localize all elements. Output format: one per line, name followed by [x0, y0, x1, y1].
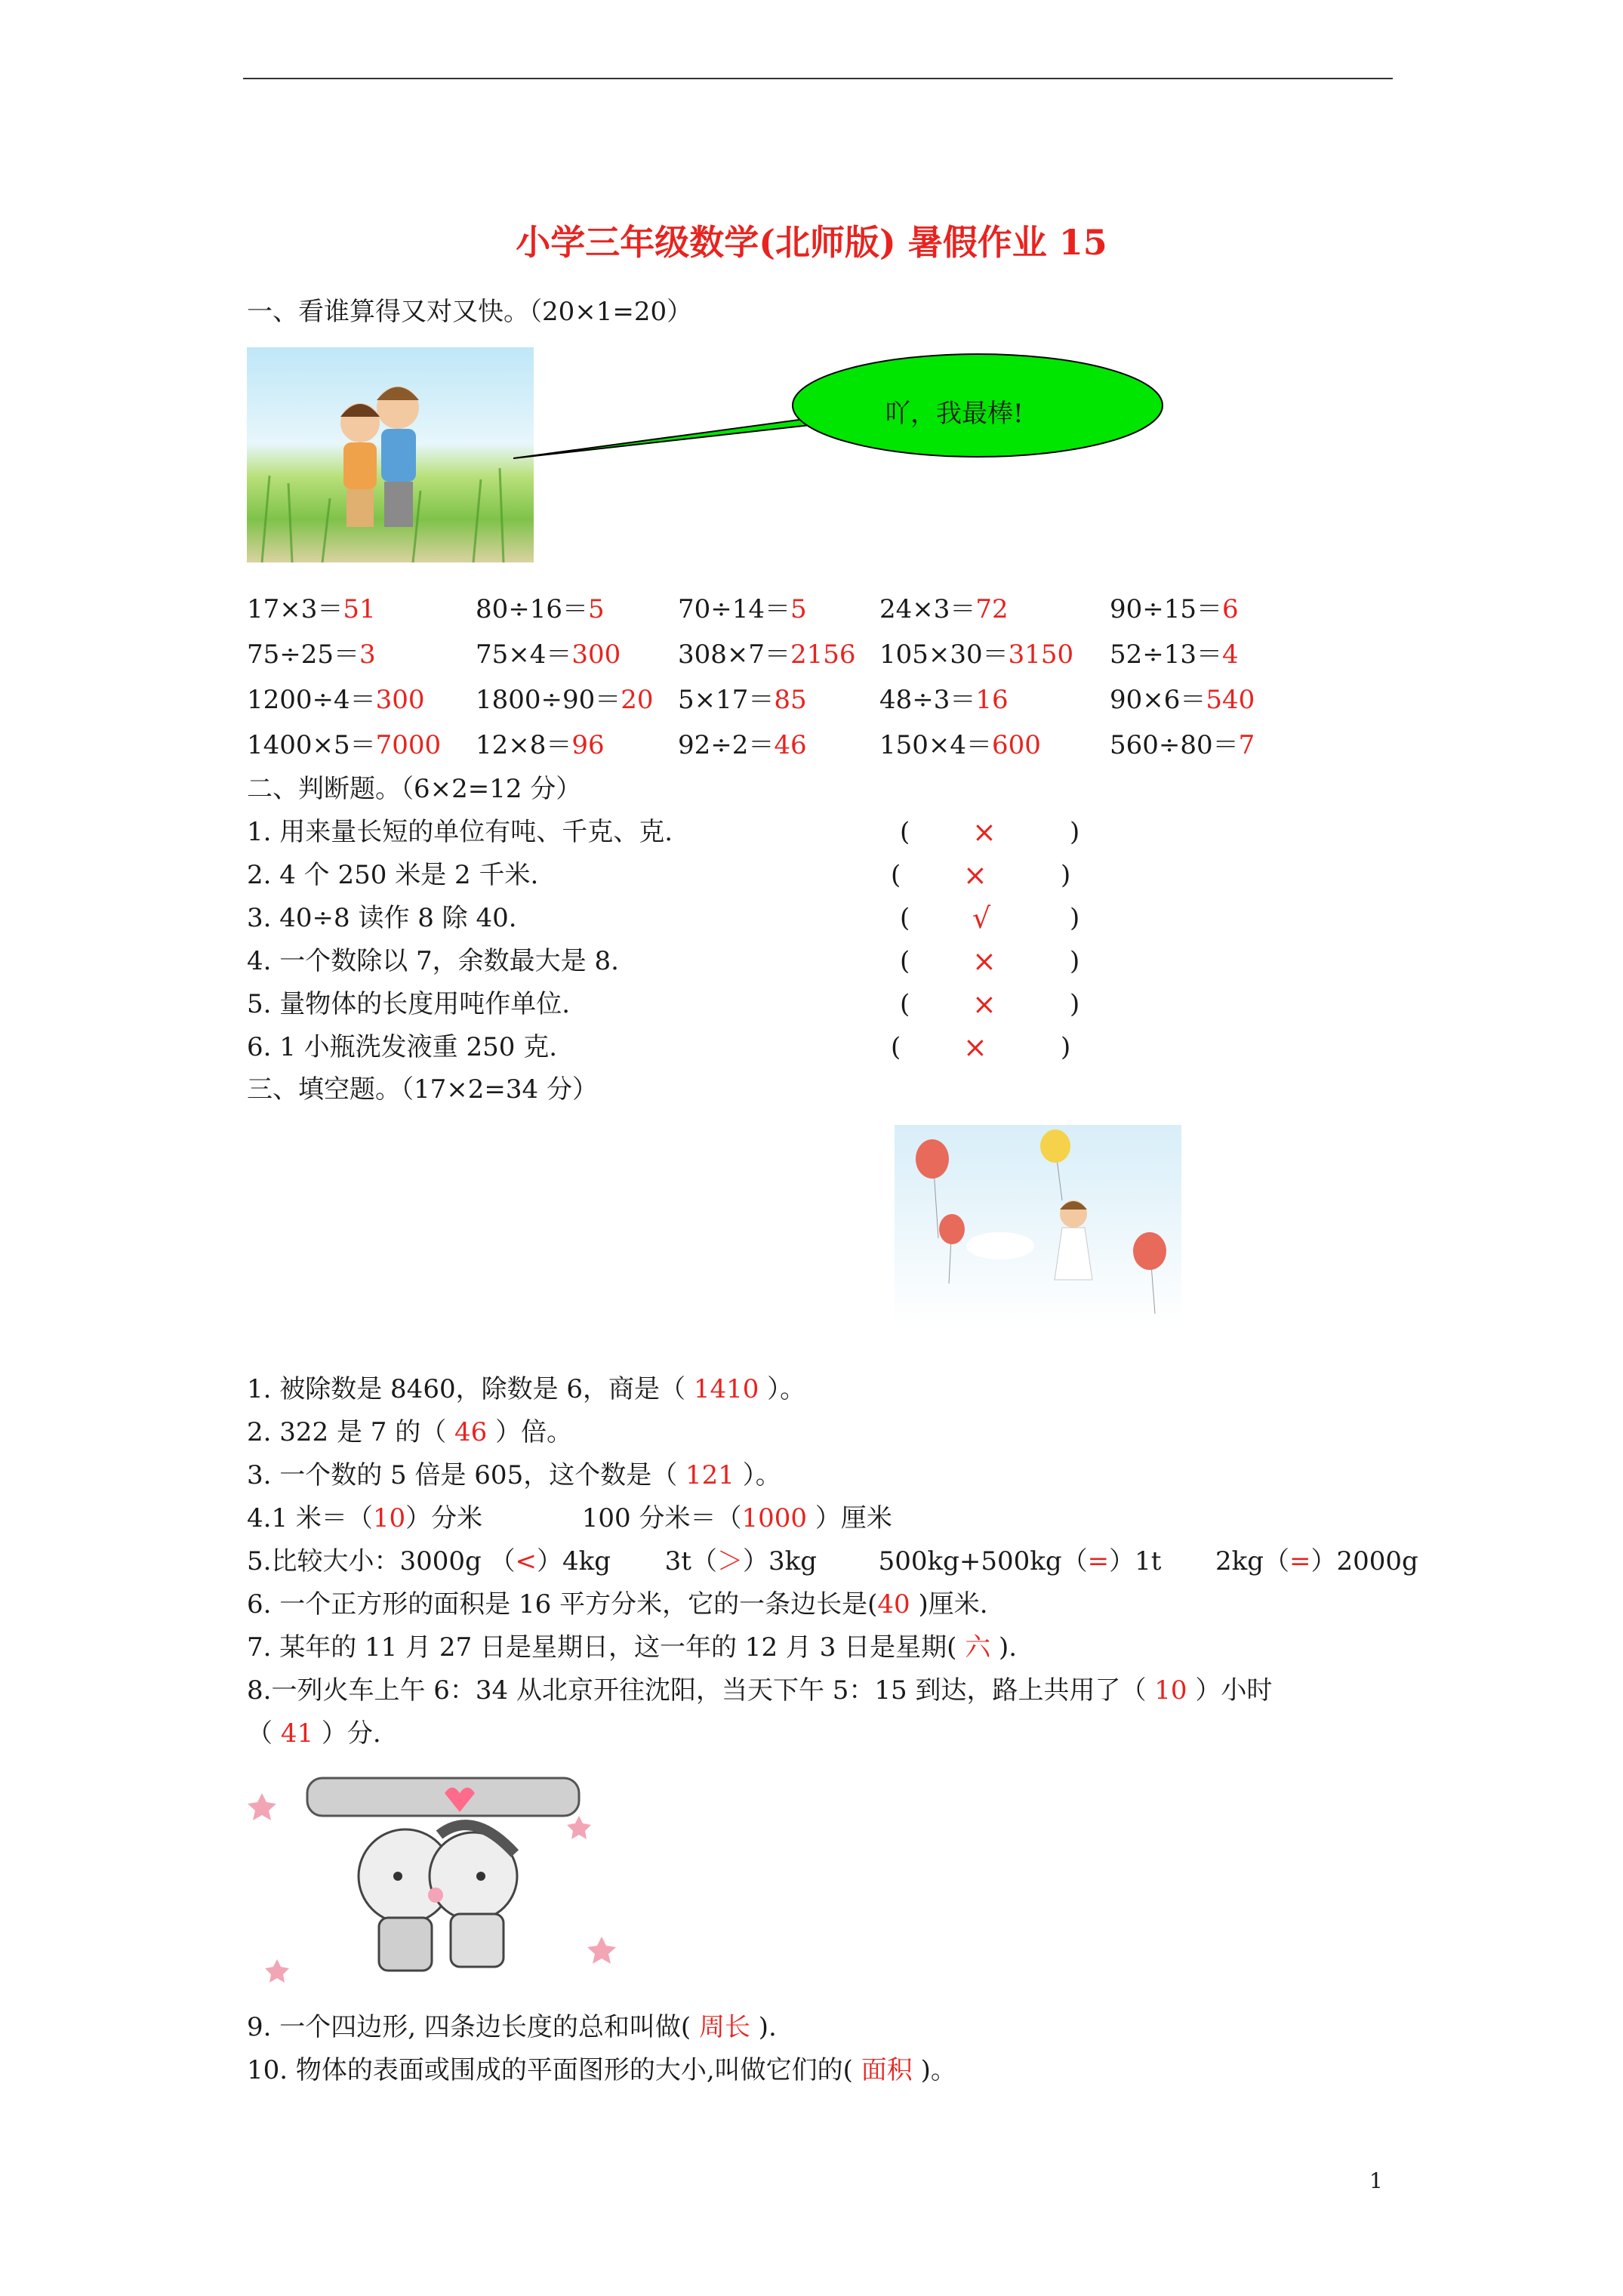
calc-item [476, 685, 654, 715]
top-rule [243, 78, 1393, 79]
judge-mark: × [963, 1031, 987, 1064]
calc-question: 560÷80＝ [1110, 730, 1239, 760]
fill-q8-line2: （ 41 ）分. [247, 1718, 381, 1749]
judge-open-paren: ( [900, 817, 910, 847]
calc-answer: 300 [571, 639, 621, 670]
judge-close-paren: ) [1070, 946, 1080, 976]
judge-close-paren: ) [1070, 903, 1080, 933]
section1-heading: 一、看谁算得又对又快。（20×1=20） [247, 297, 693, 327]
judge-item-text: 4. 一个数除以 7，余数最大是 8. [247, 946, 619, 976]
judge-mark: × [963, 858, 987, 892]
calc-question: 24×3＝ [879, 594, 976, 624]
calc-item [678, 685, 807, 715]
calc-answer: 7000 [375, 730, 442, 760]
calc-answer: 2156 [790, 639, 856, 670]
fill-q8-line1: 8.一列火车上午 6：34 从北京开往沈阳，当天下午 5：15 到达，路上共用了（ 10 ）小时 [247, 1675, 1273, 1706]
judge-close-paren: ) [1070, 989, 1080, 1019]
calc-answer: 96 [571, 730, 605, 760]
calc-question: 1200÷4＝ [247, 685, 376, 715]
calc-item [1110, 730, 1255, 760]
calc-question: 150×4＝ [879, 730, 993, 760]
judge-close-paren: ) [1061, 1032, 1071, 1062]
fill-q10: 10. 物体的表面或围成的平面图形的大小,叫做它们的( 面积 )。 [247, 2055, 956, 2085]
judge-item-text: 1. 用来量长短的单位有吨、千克、克. [247, 817, 673, 847]
fill-q2: 2. 322 是 7 的（ 46 ）倍。 [247, 1417, 573, 1447]
judge-mark: × [972, 815, 996, 849]
calc-question: 90×6＝ [1110, 685, 1206, 715]
calc-question: 5×17＝ [678, 685, 775, 715]
judge-mark: √ [972, 901, 991, 935]
fill-q3: 3. 一个数的 5 倍是 605，这个数是（ 121 ）。 [247, 1460, 781, 1490]
calc-question: 75×4＝ [476, 639, 572, 670]
fill-q7: 7. 某年的 11 月 27 日是星期日，这一年的 12 月 3 日是星期( 六 ). [247, 1632, 1018, 1663]
judge-mark: × [972, 945, 996, 978]
calc-question: 75÷25＝ [247, 639, 360, 670]
section2-heading: 二、判断题。（6×2=12 分） [247, 774, 582, 804]
calc-question: 17×3＝ [247, 594, 343, 624]
calc-answer: 540 [1206, 685, 1255, 715]
calc-question: 48÷3＝ [879, 685, 976, 715]
calc-item [476, 639, 621, 670]
calc-item [1110, 685, 1255, 715]
calc-answer: 4 [1222, 639, 1239, 670]
calc-question: 105×30＝ [879, 639, 1009, 670]
calc-item [1110, 594, 1239, 624]
judge-mark: × [972, 988, 996, 1021]
calc-answer: 46 [774, 730, 807, 760]
calc-item [678, 639, 856, 670]
calc-question: 90÷15＝ [1110, 594, 1223, 624]
page-title: 小学三年级数学(北师版) 暑假作业 15 [516, 222, 1107, 263]
calc-item [247, 639, 376, 670]
speech-bubble [513, 351, 1193, 472]
calc-answer: 20 [621, 685, 654, 715]
calc-item [678, 594, 807, 624]
calc-answer: 3 [359, 639, 376, 670]
calc-answer: 600 [992, 730, 1041, 760]
section3-heading: 三、填空题。（17×2=34 分） [247, 1074, 598, 1105]
judge-open-paren: ( [891, 1032, 901, 1062]
judge-open-paren: ( [900, 946, 910, 976]
calc-answer: 16 [975, 685, 1009, 715]
calc-answer: 5 [588, 594, 605, 624]
calc-question: 80÷16＝ [476, 594, 589, 624]
calc-item [247, 685, 425, 715]
speech-bubble-text: 吖，我最棒! [885, 399, 1024, 429]
calc-answer: 300 [375, 685, 425, 715]
couple-picture [247, 1763, 639, 1989]
boys-picture [247, 347, 534, 562]
calc-answer: 5 [790, 594, 807, 624]
calc-item [1110, 639, 1239, 670]
judge-close-paren: ) [1070, 817, 1080, 847]
calc-item [476, 594, 605, 624]
calc-answer: 85 [774, 685, 807, 715]
calc-item [879, 730, 1041, 760]
fill-q1: 1. 被除数是 8460，除数是 6，商是（ 1410 ）。 [247, 1374, 806, 1404]
judge-close-paren: ) [1061, 860, 1071, 890]
fill-q9: 9. 一个四边形, 四条边长度的总和叫做( 周长 ). [247, 2012, 777, 2042]
calc-question: 1800÷90＝ [476, 685, 621, 715]
calc-item [879, 685, 1009, 715]
calc-answer: 72 [975, 594, 1009, 624]
calc-item [879, 639, 1073, 670]
fill-q4: 4.1 米＝（10）分米 100 分米＝（1000 ）厘米 [247, 1503, 892, 1533]
calc-item [247, 730, 441, 760]
page-number: 1 [1369, 2168, 1383, 2193]
calc-answer: 3150 [1008, 639, 1074, 670]
calc-item [476, 730, 605, 760]
fill-q6: 6. 一个正方形的面积是 16 平方分米，它的一条边长是(40 )厘米. [247, 1589, 988, 1620]
calc-answer: 7 [1238, 730, 1255, 760]
judge-open-paren: ( [891, 860, 901, 890]
calc-answer: 6 [1222, 594, 1239, 624]
calc-item [879, 594, 1009, 624]
calc-item [678, 730, 807, 760]
calc-question: 70÷14＝ [678, 594, 791, 624]
calc-question: 1400×5＝ [247, 730, 376, 760]
calc-question: 12×8＝ [476, 730, 572, 760]
fill-q5: 5.比较大小：3000g （<）4kg 3t（＞）3kg 500kg+500kg（=）1t 2kg（=）2000g [247, 1546, 1418, 1576]
calc-item [247, 594, 376, 624]
calc-answer: 51 [343, 594, 376, 624]
judge-item-text: 6. 1 小瓶洗发液重 250 克. [247, 1032, 558, 1062]
judge-open-paren: ( [900, 903, 910, 933]
judge-item-text: 2. 4 个 250 米是 2 千米. [247, 860, 539, 890]
balloon-girl-picture [895, 1125, 1181, 1325]
judge-item-text: 3. 40÷8 读作 8 除 40. [247, 903, 517, 933]
calc-question: 52÷13＝ [1110, 639, 1223, 670]
judge-open-paren: ( [900, 989, 910, 1019]
judge-item-text: 5. 量物体的长度用吨作单位. [247, 989, 571, 1019]
calc-question: 308×7＝ [678, 639, 791, 670]
calc-question: 92÷2＝ [678, 730, 775, 760]
